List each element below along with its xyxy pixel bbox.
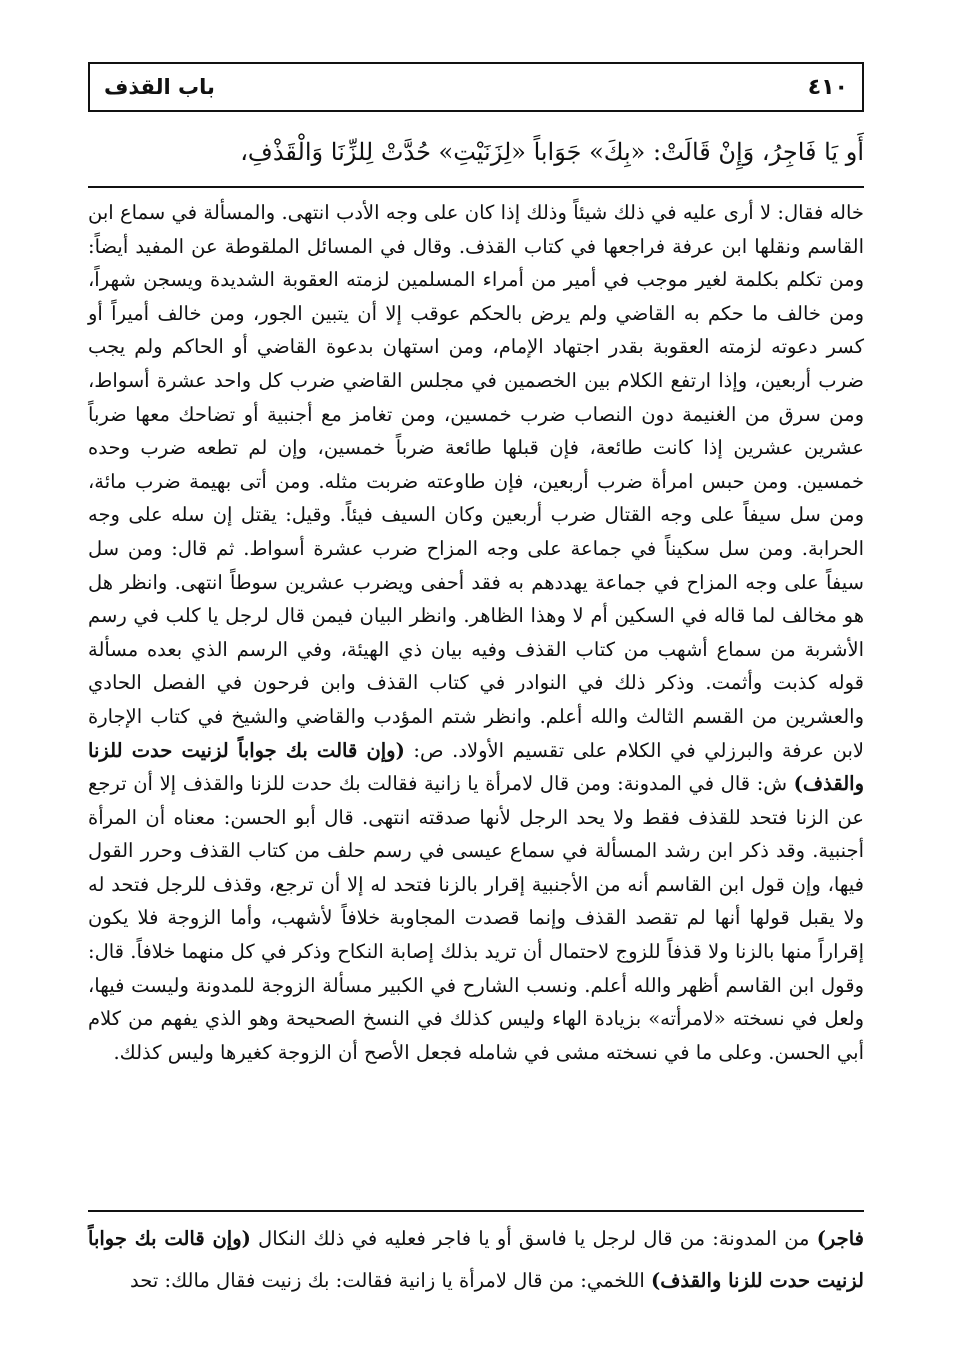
footnote-divider (88, 1210, 864, 1212)
top-divider (88, 186, 864, 188)
commentary-paragraph (88, 196, 864, 1069)
chapter-title: باب القذف (104, 75, 215, 99)
commentary-part-1: خاله فقال: لا أرى عليه في ذلك شيئاً وذلك إذا كان على وجه الأدب انتهى. والمسألة في سماع ابن القاسم ونقلها ابن عرفة فراجعها في كتاب القذف. وقال في المسائل الملقوطة عن المفيد أيضاً: ومن تكلم بكلمة لغير موجب في أمير من أمراء المسلمين لزمته العقوبة الشديدة ويسجن شهراً، ومن خالف ما حكم به القاضي ولم يرض بالحكم عوقب إلا أن يتبين الجور، ومن خالف أميراً أو كسر دعوته لزمته العقوبة بقدر اجتهاد الإمام، ومن استهان بدعوة القاضي أو الحاكم ولم يجب ضرب أربعين، وإذا ارتفع الكلام بين الخصمين في مجلس القاضي ضرب كل واحد عشرة أسواط، ومن سرق من الغنيمة دون النصاب ضرب خمسين، ومن تغامز مع أجنبية أو تضاحك معها ضرباً عشرين عشرين إذا كانت طائعة، فإن قبلها طائعة ضرباً خمسين، وإن لم تطعه ضرب وحده خمسين. ومن حبس امرأة ضرب أربعين، فإن طاوعته ضربت مثله. ومن أتى بهيمة ضرب مائة، ومن سل سيفاً على وجه القتال ضرب أربعين وكان السيف فيئاً. وقيل: يقتل إن سله على وجه الحرابة. ومن سل سكيناً في جماعة على وجه المزاح ضرب عشرة أسواط. ثم قال: ومن سل سيفاً على وجه المزاح في جماعة يهددهم به فقد أحفى ويضرب عشرين سوطاً انتهى. وانظر هل هو مخالف لما قاله في السكين أم لا وهذا الظاهر. وانظر البيان فيمن قال لرجل يا كلب في رسم الأشربة من سماع أشهب من كتاب القذف وفيه بيان ذي الهيئة، وفي الرسم الذي بعده مسألة قوله كذبت وأثمت. وذكر ذلك في النوادر في كتاب القذف وابن فرحون في الفصل الحادي والعشرين من القسم الثالث والله أعلم. وانظر شتم المؤدب والقاضي والشيخ في كتاب الإجارة لابن عرفة والبرزلي في الكلام على تقسيم الأولاد. ص: (88, 201, 864, 762)
footnote-part-1: من المدونة: من قال لرجل يا فاسق أو يا فاجر فعليه في ذلك النكال (250, 1227, 817, 1250)
footnote-text (88, 1218, 864, 1302)
commentary-part-2: ش: قال في المدونة: ومن قال لامرأة يا زانية فقالت بك حدت للزنا والقذف إلا أن ترجع عن الزنا فتحد للقذف فقط ولا يحد الرجل لأنها صدقته انتهى. قال أبو الحسن: معناه أن المرأة أجنبية. وقد ذكر ابن رشد المسألة في سماع عيسى في رسم حلف من كتاب القذف وحرر القول فيها، وإن قول ابن القاسم أنه من الأجنبية إقرار بالزنا فتحد له إلا أن ترجع، وقذف للرجل فتحد له ولا يقبل قولها أنها لم تقصد القذف وإنما قصدت المجاوبة خلافاً لأشهب، وأما الزوجة فلا يكون إقراراً منها بالزنا ولا قذفاً للزوج لاحتمال أن تريد بذلك إصابة النكاح وذكر في كل منهما خلافاً. قال: وقول ابن القاسم أظهر والله أعلم. ونسب الشارح في الكبير مسألة الزوجة للمدونة وليست فيها، ولعل في نسخته «لامرأته» بزيادة الهاء وليس كذلك في النسخ الصحيحة وهو الذي يفهم من كلام أبي الحسن. وعلى ما في نسخته مشى في شامله فجعل الأصح أن الزوجة كغيرها وليس كذلك. (88, 772, 864, 1064)
page-header (88, 62, 864, 112)
footnote-quote: (وإن قالت بك جواباً لزنيت حدت للزنا والقذف) (88, 1227, 864, 1292)
commentary-text (88, 196, 864, 1069)
matn-text: أَو يَا فَاجِرُ، وَإِنْ قَالَتْ: «بِكَ» جَوَاباً «لِزَنَيْتِ» حُدَّتْ لِلزِّنَا وَالْقَذْفِ، (240, 138, 864, 166)
footnote-lead: فاجر) (816, 1227, 864, 1250)
footnote-part-2: اللخمي: من قال لامرأة يا زانية فقالت: بك زنيت فقال مالك: تحد (130, 1269, 651, 1292)
page-number: ٤١٠ (807, 74, 848, 100)
commentary-quote: (وإن قالت بك جواباً لزنيت حدت للزنا والقذف) (88, 738, 864, 796)
